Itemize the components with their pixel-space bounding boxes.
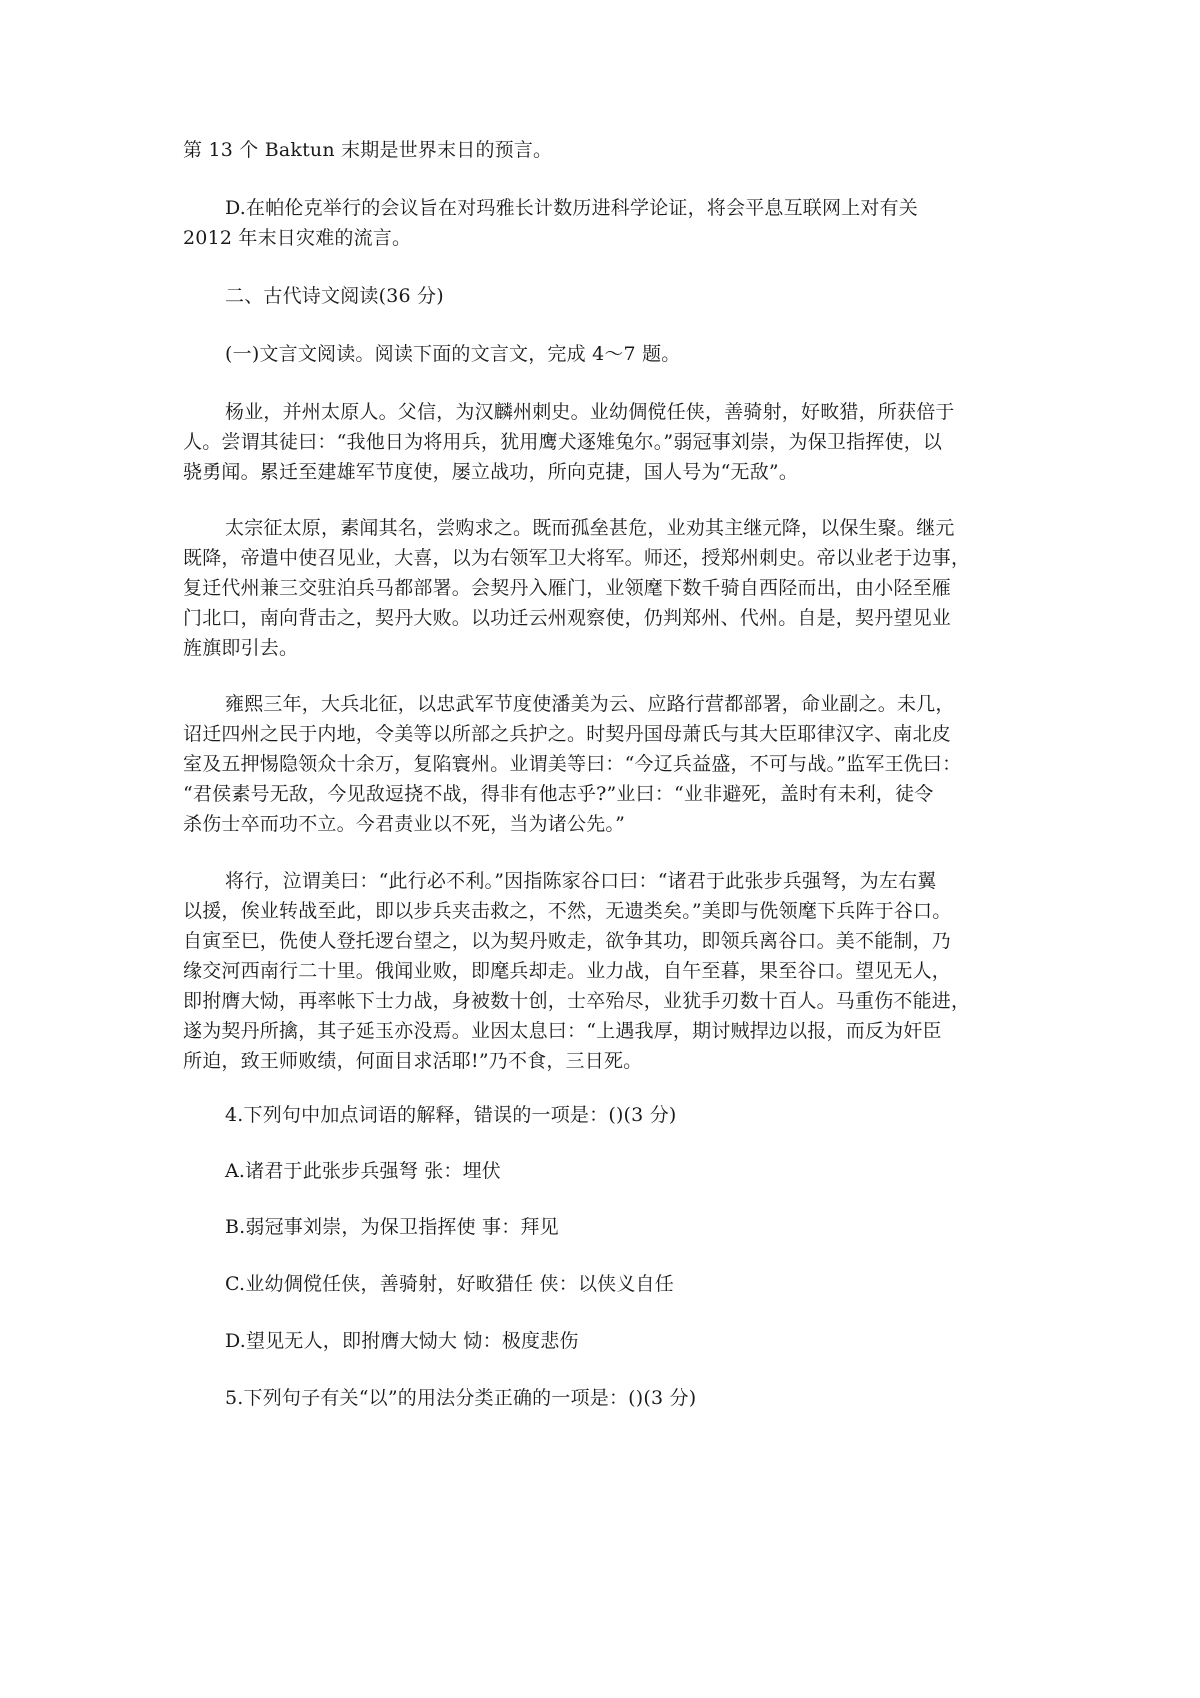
question-stem: 4.下列句中加点词语的解释，错误的一项是：()(3 分)	[225, 1104, 677, 1126]
text-line: 遂为契丹所擒，其子延玉亦没焉。业因太息曰：“上遇我厚，期讨贼捍边以报，而反为奸臣	[183, 1020, 942, 1042]
question-5-stem	[183, 1383, 1033, 1413]
passage-paragraph-2	[183, 513, 1033, 663]
text-line: 太宗征太原，素闻其名，尝购求之。既而孤垒甚危，业劝其主继元降，以保生聚。继元	[225, 517, 955, 539]
text-line: “君侯素号无敌，今见敌逗挠不战，得非有他志乎?”业曰：“业非避死，盖时有未利，徒令	[183, 783, 934, 805]
option-d-paragraph	[183, 193, 1033, 253]
text-line: 即拊膺大恸，再率帐下士力战，身被数十创，士卒殆尽，业犹手刃数十百人。马重伤不能进，	[183, 990, 971, 1012]
answer-option: A.诸君于此张步兵强弩 张：埋伏	[225, 1160, 502, 1182]
text-line: 自寅至巳，侁使人登托逻台望之，以为契丹败走，欲争其功，即领兵离谷口。美不能制，乃	[183, 930, 952, 952]
answer-option: C.业幼倜傥任侠，善骑射，好畋猎任 侠：以侠义自任	[225, 1273, 674, 1295]
text-line: 雍熙三年，大兵北征，以忠武军节度使潘美为云、应路行营都部署，命业副之。未几，	[225, 693, 955, 715]
text-line: 既降，帝遣中使召见业，大喜，以为右领军卫大将军。师还，授郑州刺史。帝以业老于边事，	[183, 547, 971, 569]
question-4-option-d	[183, 1326, 1033, 1356]
text-line: D.在帕伦克举行的会议旨在对玛雅长计数历进科学论证，将会平息互联网上对有关	[225, 197, 918, 219]
text-line: 所迫，致王师败绩，何面目求活耶!”乃不食，三日死。	[183, 1050, 643, 1072]
question-4-option-a	[183, 1156, 1033, 1186]
question-stem: 5.下列句子有关“以”的用法分类正确的一项是：()(3 分)	[225, 1387, 697, 1409]
text-line: 以援，俟业转战至此，即以步兵夹击救之，不然，无遗类矣。”美即与侁领麾下兵阵于谷口。	[183, 900, 952, 922]
passage-paragraph-3	[183, 689, 1033, 839]
text-line: 复迁代州兼三交驻泊兵马都部署。会契丹入雁门，业领麾下数千骑自西陉而出，由小陉至雁	[183, 577, 952, 599]
section-title	[183, 281, 1033, 311]
answer-option: B.弱冠事刘崇，为保卫指挥使 事：拜见	[225, 1216, 559, 1238]
subsection-title	[183, 339, 1033, 369]
text-line: 门北口，南向背击之，契丹大败。以功迁云州观察使，仍判郑州、代州。自是，契丹望见业	[183, 607, 952, 629]
question-4-option-b	[183, 1212, 1033, 1242]
paragraph-continuation	[183, 135, 1033, 165]
question-4-option-c	[183, 1269, 1033, 1299]
text-line: 骁勇闻。累迁至建雄军节度使，屡立战功，所向克捷，国人号为“无敌”。	[183, 461, 799, 483]
passage-paragraph-4	[183, 866, 1033, 1076]
text-line: 缘交河西南行二十里。俄闻业败，即麾兵却走。业力战，自午至暮，果至谷口。望见无人，	[183, 960, 952, 982]
text-line: 杨业，并州太原人。父信，为汉麟州刺史。业幼倜傥任侠，善骑射，好畋猎，所获倍于	[225, 401, 955, 423]
text-line: 2012 年末日灾难的流言。	[183, 227, 412, 249]
question-4-stem	[183, 1100, 1033, 1130]
text-line: 人。尝谓其徒曰：“我他日为将用兵，犹用鹰犬逐雉兔尔。”弱冠事刘崇，为保卫指挥使，以	[183, 431, 943, 453]
section-heading: 二、古代诗文阅读(36 分)	[225, 285, 444, 307]
text-line: 诏迁四州之民于内地，令美等以所部之兵护之。时契丹国母萧氏与其大臣耶律汉字、南北皮	[183, 723, 952, 745]
passage-paragraph-1	[183, 397, 1033, 487]
text-line: 将行，泣谓美曰：“此行必不利。”因指陈家谷口曰：“诸君于此张步兵强弩，为左右翼	[225, 870, 937, 892]
answer-option: D.望见无人，即拊膺大恸大 恸：极度悲伤	[225, 1330, 579, 1352]
subsection-heading: (一)文言文阅读。阅读下面的文言文，完成 4～7 题。	[225, 343, 681, 365]
text-line: 室及五押惕隐领众十余万，复陷寰州。业谓美等曰：“今辽兵益盛，不可与战。”监军王侁曰：	[183, 753, 962, 775]
text-line: 旌旗即引去。	[183, 637, 299, 659]
text-line: 杀伤士卒而功不立。今君责业以不死，当为诸公先。”	[183, 813, 626, 835]
text-line: 第 13 个 Baktun 末期是世界末日的预言。	[183, 139, 553, 161]
